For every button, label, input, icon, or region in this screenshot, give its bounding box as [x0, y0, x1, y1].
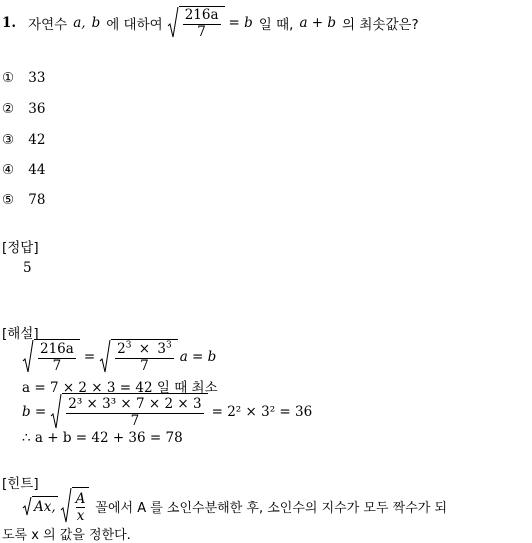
- question-frac-num: 216a: [184, 6, 219, 23]
- sol-line3-num: 2³ × 3³ × 7 × 2 × 3: [68, 395, 202, 412]
- choice-3[interactable]: [2, 132, 45, 148]
- solution-line-1: [22, 338, 216, 376]
- hint-text: 꼴에서 A 를 소인수분해한 후, 소인수의 지수가 모두 짝수가 되: [95, 500, 448, 516]
- question-text-when: 일 때,: [258, 17, 294, 33]
- sol-frac2-num: $2^3 \times 3^3$: [117, 340, 172, 357]
- choice-value: 36: [28, 101, 46, 117]
- solution-line-4: ∴ a + b = 42 + 36 = 78: [22, 430, 183, 446]
- choice-marker: ④: [2, 162, 15, 178]
- question-number: 1.: [2, 15, 17, 31]
- choice-marker: ②: [2, 101, 15, 117]
- sol-line3-lhs: b =: [22, 404, 47, 420]
- sol-frac1-num: 216a: [40, 340, 74, 357]
- question-frac-den: 7: [197, 23, 206, 40]
- sol-line1-tail: a = b: [179, 349, 217, 365]
- radical-sign-icon: [22, 496, 32, 516]
- solution-line-2: a = 7 × 2 × 3 = 42 일 때 최소: [22, 380, 218, 396]
- choice-value: 42: [28, 132, 46, 148]
- hint-frac-num: A: [75, 490, 86, 507]
- sol-line3-den: 7: [130, 412, 140, 429]
- radical-sign-icon: [60, 487, 72, 525]
- hint-line-2: 도록 x 의 값을 정한다.: [2, 528, 131, 543]
- choice-value: 33: [28, 70, 46, 86]
- choice-1[interactable]: [2, 70, 45, 86]
- choice-2[interactable]: [2, 101, 45, 117]
- question-equals-b: = b: [228, 15, 253, 31]
- choice-value: 78: [28, 192, 46, 208]
- choice-marker: ③: [2, 132, 15, 148]
- radical-sign-icon: [22, 339, 34, 375]
- solution-line-3: [22, 392, 312, 432]
- sol-eq: =: [83, 349, 96, 365]
- radical-sign-icon: [167, 6, 179, 40]
- hint-expr1: Ax,: [34, 499, 56, 515]
- question-text-after: 의 최솟값은?: [342, 17, 419, 33]
- question-text-mid: 에 대하여: [106, 17, 163, 33]
- answer-value: 5: [23, 260, 32, 276]
- sol-frac1-den: 7: [52, 357, 62, 374]
- solution-label: [해설]: [2, 326, 39, 342]
- choice-marker: ⑤: [2, 192, 15, 208]
- question-a-plus-b: a + b: [299, 15, 337, 31]
- choice-5[interactable]: [2, 192, 45, 208]
- choice-value: 44: [28, 162, 46, 178]
- question-sqrt: [167, 6, 225, 40]
- sol-frac2-den: 7: [140, 357, 149, 374]
- hint-line-1: [22, 486, 447, 526]
- radical-sign-icon: [99, 339, 111, 375]
- answer-label: [정답]: [2, 240, 39, 256]
- hint-frac-den: x: [76, 507, 85, 524]
- radical-sign-icon: [50, 393, 62, 431]
- var-b: b: [91, 15, 101, 31]
- question-line: [2, 6, 419, 40]
- question-text-before: 자연수: [28, 17, 68, 33]
- choice-4[interactable]: [2, 162, 45, 178]
- hint-label: [힌트]: [2, 476, 39, 492]
- sol-line3-rhs: = 2² × 3² = 36: [211, 404, 313, 420]
- var-a: a,: [73, 15, 86, 31]
- choice-marker: ①: [2, 70, 15, 86]
